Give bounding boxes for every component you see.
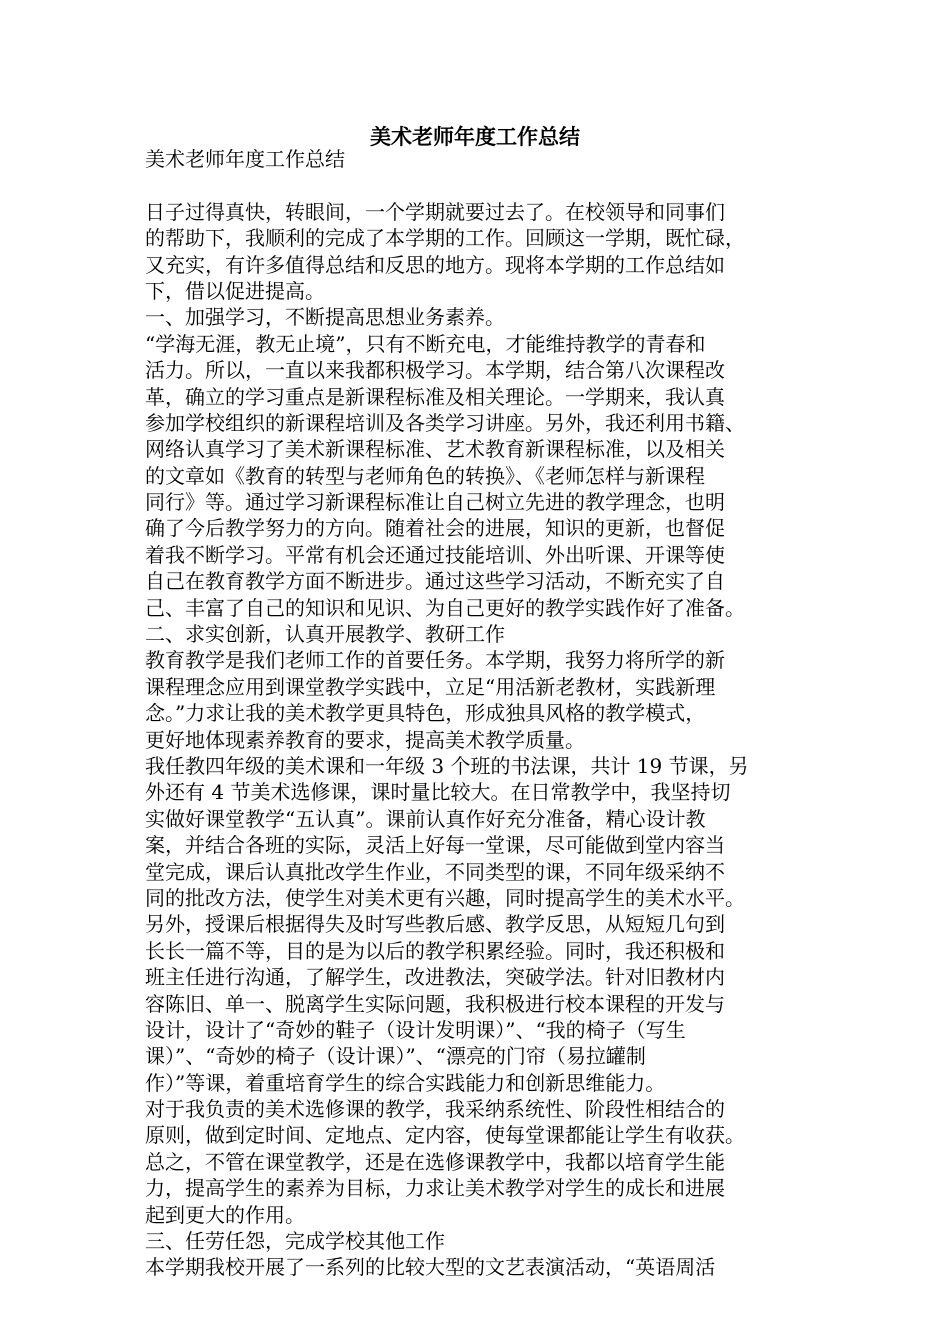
body-line: 网络认真学习了美术新课程标准、艺术教育新课程标准，以及相关: [145, 437, 725, 462]
body-line: “学海无涯，教无止境”，只有不断充电，才能维持教学的青春和: [145, 331, 706, 356]
body-line: 设计，设计了“奇妙的鞋子（设计发明课）”、“我的椅子（写生: [145, 1017, 686, 1042]
body-line: 起到更大的作用。: [145, 1202, 305, 1227]
body-line: 同的批改方法，使学生对美术更有兴趣，同时提高学生的美术水平。: [145, 885, 745, 910]
body-line: 作）”等课，着重培育学生的综合实践能力和创新思维能力。: [145, 1070, 666, 1095]
body-line: 参加学校组织的新课程培训及各类学习讲座。另外，我还利用书籍、: [145, 410, 745, 435]
body-line: 班主任进行沟通，了解学生，改进教法，突破学法。针对旧教材内: [145, 965, 725, 990]
body-line: 下，借以促进提高。: [145, 278, 325, 303]
body-line: 革，确立的学习重点是新课程标准及相关理论。一学期来，我认真: [145, 384, 725, 409]
body-line: 同行》等。通过学习新课程标准让自己树立先进的教学理念，也明: [145, 490, 725, 515]
body-line: 己、丰富了自己的知识和见识、为自己更好的教学实践作好了准备。: [145, 595, 745, 620]
body-line: 三、任劳任怨，完成学校其他工作: [145, 1229, 445, 1254]
body-line: 实做好课堂教学“五认真”。课前认真作好充分准备，精心设计教: [145, 806, 706, 831]
body-line: 一、加强学习，不断提高思想业务素养。: [145, 305, 505, 330]
body-line: 美术老师年度工作总结: [145, 147, 345, 171]
body-line: 确了今后教学努力的方向。随着社会的进展，知识的更新，也督促: [145, 516, 725, 541]
document-body: [145, 146, 825, 1281]
body-line: 原则，做到定时间、定地点、定内容，使每堂课都能让学生有收获。: [145, 1123, 745, 1148]
body-line: 教育教学是我们老师工作的首要任务。本学期，我努力将所学的新: [145, 648, 725, 673]
body-line: 总之，不管在课堂教学，还是在选修课教学中，我都以培育学生能: [145, 1149, 725, 1174]
body-line: 的文章如《教育的转型与老师角色的转换》、《老师怎样与新课程: [145, 463, 705, 488]
body-line: 力，提高学生的素养为目标，力求让美术教学对学生的成长和进展: [145, 1176, 725, 1201]
body-line: 念。”力求让我的美术教学更具特色，形成独具风格的教学模式，: [145, 701, 706, 726]
body-line: 我任教四年级的美术课和一年级 3 个班的书法课，共计 19 节课，另: [145, 753, 749, 778]
body-line: 日子过得真快，转眼间，一个学期就要过去了。在校领导和同事们: [145, 199, 725, 224]
body-line: 另外，授课后根据得失及时写些教后感、教学反思，从短短几句到: [145, 912, 725, 937]
body-line: 着我不断学习。平常有机会还通过技能培训、外出听课、开课等使: [145, 542, 725, 567]
document-title: 美术老师年度工作总结: [370, 124, 580, 149]
body-line: 又充实，有许多值得总结和反思的地方。现将本学期的工作总结如: [145, 252, 725, 277]
body-line: 案，并结合各班的实际，灵活上好每一堂课，尽可能做到堂内容当: [145, 833, 725, 858]
body-line: 容陈旧、单一、脱离学生实际问题，我积极进行校本课程的开发与: [145, 991, 725, 1016]
body-line: 课）”、“奇妙的椅子（设计课）”、“漂亮的门帘（易拉罐制: [145, 1044, 646, 1069]
body-line: 活力。所以，一直以来我都积极学习。本学期，结合第八次课程改: [145, 358, 725, 383]
body-line: 更好地体现素养教育的要求，提高美术教学质量。: [145, 727, 585, 752]
body-line: 长长一篇不等，目的是为以后的教学积累经验。同时，我还积极和: [145, 938, 725, 963]
body-line: 外还有 4 节美术选修课，课时量比较大。在日常教学中，我坚持切: [145, 780, 731, 805]
body-line: 对于我负责的美术选修课的教学，我采纳系统性、阶段性相结合的: [145, 1097, 725, 1122]
body-line: 课程理念应用到课堂教学实践中，立足“用活新老教材，实践新理: [145, 674, 716, 699]
body-line: 自己在教育教学方面不断进步。通过这些学习活动，不断充实了自: [145, 569, 725, 594]
body-line: 二、求实创新，认真开展教学、教研工作: [145, 622, 505, 647]
body-line: 本学期我校开展了一系列的比较大型的文艺表演活动，“英语周活: [145, 1255, 716, 1280]
body-line: 堂完成，课后认真批改学生作业，不同类型的课，不同年级采纳不: [145, 859, 725, 884]
body-line: [145, 172, 825, 198]
body-line: 的帮助下，我顺利的完成了本学期的工作。回顾这一学期，既忙碌，: [145, 226, 745, 251]
